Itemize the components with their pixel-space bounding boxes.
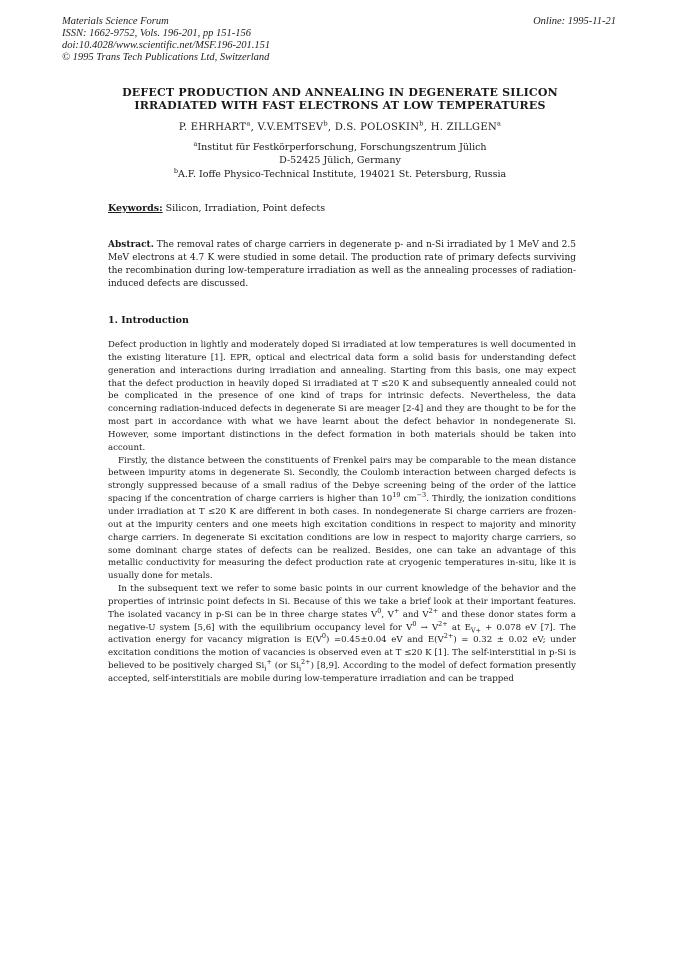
section-heading: 1. Introduction [108, 315, 189, 326]
abstract [108, 239, 576, 291]
paragraph: In the subsequent text we refer to some basic points in our current knowledge of the behavior and the properties of intrinsic point defects in Si. Because of this we take a brief look at their important features. The isolated vacancy in p-Si can be in three charge states $V^0$, V+ and $V^{2+}$ and these donor states form a negative-U system [5,6] with the equilibrium occupancy level for $V^0 \to V^{2+}$ at $E_{V+} + 0.078$ eV [7]. The activation energy for vacancy migration is $E(V^0) =0.45\pm 0.04$ eV and $E(V^{2+}) = 0.32 \pm 0.02$ eV; under excitation conditions the motion of vacancies is observed even at T ≤20 K [1]. The self-interstitial in p-Si is believed to be positively charged $Si_i^+$ (or $Si_i^{2+}$) [8,9]. According to the model of defect formation presently accepted, self-interstitials are mobile during low-temperature irradiation and can be trapped [108, 584, 577, 684]
journal-name: Materials Science Forum [62, 16, 169, 27]
affil-mark: b [173, 166, 178, 175]
copyright-line: © 1995 Trans Tech Publications Ltd, Switzerland [62, 52, 270, 63]
author-name: H. ZILLGEN [430, 122, 497, 133]
abstract-text: The removal rates of charge carriers in degenerate p- and n-Si irradiated by 1 MeV and 2.5 MeV electrons at 4.7 K were studied in some detail. The production rate of primary defects surviving the recombination during low-temperature irradiation as well as the annealing processes of radiation-induced defects are discussed. [108, 240, 576, 290]
author-name: D.S. POLOSKIN [334, 122, 420, 133]
author-affil-mark: a [497, 119, 502, 128]
issn-line: ISSN: 1662-9752, Vols. 196-201, pp 151-156 [62, 28, 251, 39]
affiliation-b-line-1: $^b$A.F. Ioffe Physico-Technical Institute, 194021 St. Petersburg, Russia [173, 166, 507, 180]
title-line-1: DEFECT PRODUCTION AND ANNEALING IN DEGENERATE SILICON [122, 86, 558, 99]
keywords-text: Silicon, Irradiation, Point defects [162, 203, 326, 214]
abstract-label: Abstract. [108, 240, 154, 250]
online-date: Online: 1995-11-21 [533, 16, 616, 27]
author-affil-mark: b [419, 119, 424, 128]
author-affil-mark: a [246, 119, 251, 128]
keywords-label: Keywords: [108, 203, 163, 214]
introduction-body [108, 339, 576, 686]
keywords [108, 203, 325, 214]
affil-mark: a [193, 139, 198, 148]
paper-title [100, 86, 580, 112]
author-affil-mark: b [323, 119, 328, 128]
author-name: P. EHRHART [178, 122, 247, 133]
paragraph: Defect production in lightly and moderately doped Si irradiated at low temperatures is well documented in the existing literature [1]. EPR, optical and electrical data form a solid basis for understanding defect generation and interactions during irradiation and annealing. Starting from this basis, one may expect that the defect production in heavily doped Si irradiated at T ≤20 K and subsequently annealed could not be complicated in the presence of one kind of traps for intrinsic defects. Nevertheless, the data concerning radiation-induced defects in degenerate Si are meager [2-4] and they are thought to be for the most part in accordance with what we have learnt about the defect behavior in nondegenerate Si. However, some important distinctions in the defect formation in both materials should be taken into account. [108, 340, 576, 453]
affiliation-a-line-2: D-52425 Jülich, Germany [279, 155, 401, 166]
doi-line[interactable]: doi:10.4028/www.scientific.net/MSF.196-201.151 [62, 40, 271, 51]
paragraph: Firstly, the distance between the constituents of Frenkel pairs may be comparable to the mean distance between impurity atoms in degenerate Si. Secondly, the Coulomb interaction between charged defects is strongly suppressed because of a small radius of the Debye screening being of the order of the lattice spacing if the concentration of charge carriers is higher than $10^{19}$ $cm^{-3}$. Thirdly, the ionization conditions under irradiation at T ≤20 K are different in both cases. In nondegenerate Si charge carriers are frozen-out at the impurity centers and one meets high excitation conditions in respect to majority and minority charge carriers. In degenerate Si excitation conditions are low in respect to majority charge carriers, so some dominant charge states of defects can be realized. Besides, one can take an advantage of this metallic conductivity for measuring the defect production rate at cryogenic temperatures in-situ, like it is usually done for metals. [108, 455, 576, 582]
author-list: P. EHRHART$^a$, V.V.EMTSEV$^b$, D.S. POLOSKIN$^b$, H. ZILLGEN$^a$ [178, 119, 502, 133]
author-name: V.V.EMTSEV [257, 122, 324, 133]
title-line-2: IRRADIATED WITH FAST ELECTRONS AT LOW TEMPERATURES [134, 99, 546, 112]
header-citation [62, 16, 270, 64]
affiliation-a-line-1: $^a$Institut für Festkörperforschung, Forschungszentrum Jülich [193, 139, 487, 153]
